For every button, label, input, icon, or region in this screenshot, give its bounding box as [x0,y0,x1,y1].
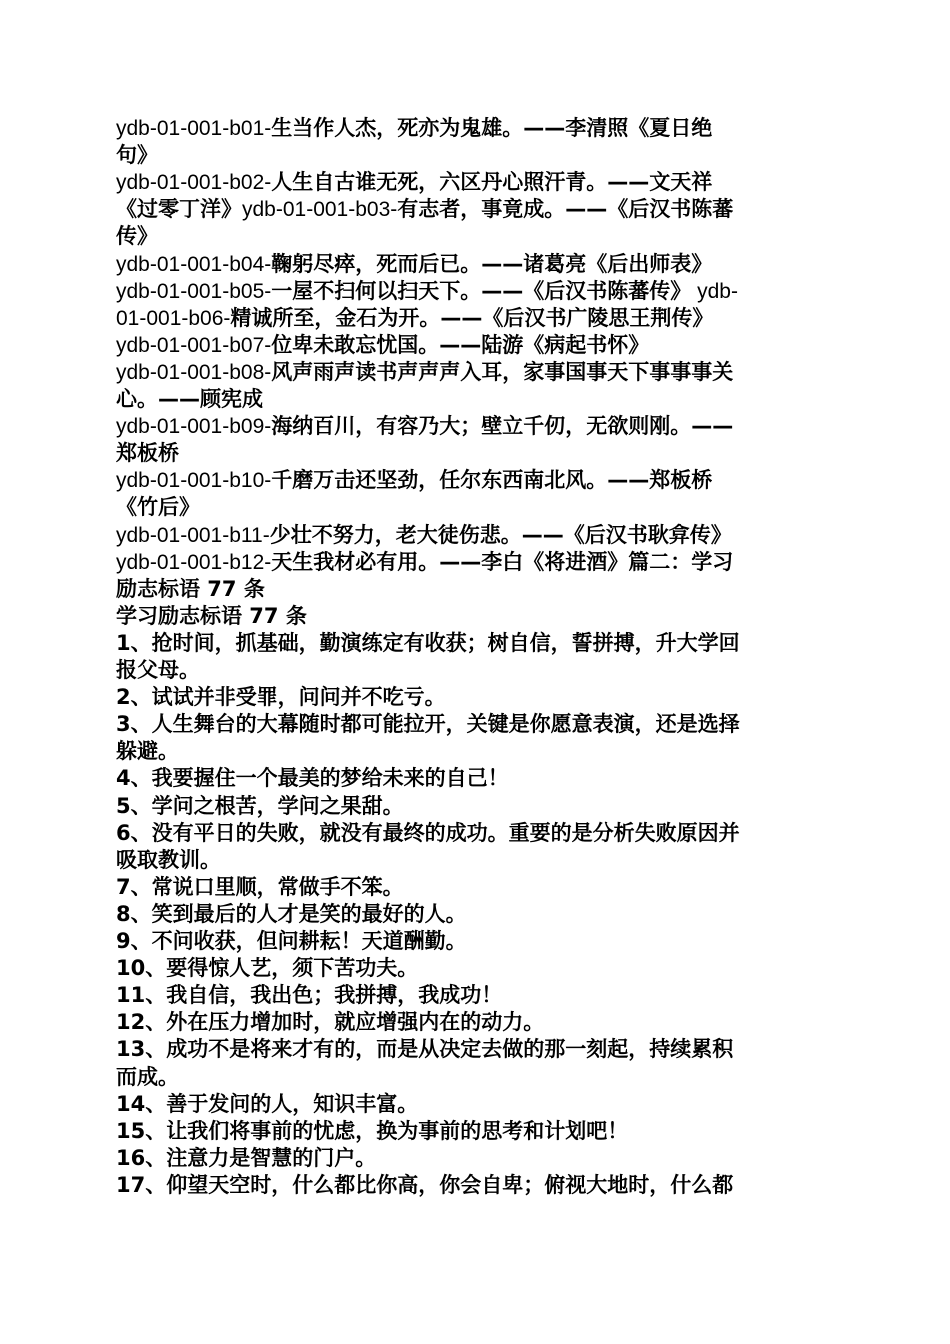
line-text: 《过零丁洋》 [116,197,242,222]
text-line [116,1064,836,1090]
text-line [116,793,836,819]
text-line [116,1036,836,1062]
text-line [116,982,836,1008]
line-text: 16、注意力是智慧的门户。 [116,1145,377,1170]
item-code: ydb-01-001-b08- [116,360,272,384]
text-line [116,386,836,412]
item-code: 01-001-b06- [116,306,231,330]
item-code: ydb-01-001-b02- [116,171,272,195]
text-line [116,522,836,548]
line-text: 吸取教训。 [116,847,221,872]
item-code: ydb-01-001-b10- [116,469,272,493]
text-line [116,1009,836,1035]
item-code: ydb-01-001-b11- [116,523,270,547]
text-line [116,1118,836,1144]
line-text: 传》 [116,224,158,249]
line-text: 鞠躬尽瘁，死而后已。——诸葛亮《后出师表》 [271,251,713,276]
line-text: 7、常说口里顺，常做手不笨。 [116,874,404,899]
text-line [116,847,836,873]
text-line [116,305,836,331]
text-line [116,1172,836,1198]
line-text: 13、成功不是将来才有的，而是从决定去做的那一刻起，持续累积 [116,1037,734,1062]
item-code: ydb-01-001-b07- [116,333,272,357]
line-text: 少壮不努力，老大徒伤悲。——《后汉书耿弇传》 [269,522,732,547]
text-line [116,467,836,493]
text-line [116,359,836,385]
text-line [116,142,836,168]
text-line [116,1091,836,1117]
line-text: 郑板桥 [116,441,179,466]
text-line [116,169,836,195]
line-text: 2、试试并非受罪，问问并不吃亏。 [116,685,446,710]
text-line [116,820,836,846]
line-text: 生当作人杰，死亦为鬼雄。——李清照《夏日绝 [271,116,713,140]
line-text: 《竹后》 [116,495,200,520]
line-text: 位卑未敢忘忧国。——陆游《病起书怀》 [271,332,650,357]
text-line [116,332,836,358]
line-text: 风声雨声读书声声声入耳，家事国事天下事事事关 [271,359,734,384]
line-text: 句》 [116,143,158,168]
line-text: 8、笑到最后的人才是笑的最好的人。 [116,901,467,926]
line-text: 而成。 [116,1064,179,1089]
item-code: ydb-01-001-b09- [116,415,272,439]
text-line [116,928,836,954]
text-line [116,440,836,466]
line-text: 10、要得惊人艺，须下苦功夫。 [116,956,419,981]
text-line [116,115,836,141]
line-text: 海纳百川，有容乃大；壁立千仞，无欲则刚。—— [271,414,734,439]
line-text: 一屋不扫何以扫天下。——《后汉书陈蕃传》 [271,278,692,303]
line-text: 3、人生舞台的大幕随时都可能拉开，关键是你愿意表演，还是选择 [116,712,740,737]
text-line [116,1145,836,1171]
line-text: 精诚所至，金石为开。——《后汉书广陵思王荆传》 [230,305,714,330]
text-line [116,251,836,277]
line-text: 5、学问之根苦，学问之果甜。 [116,793,404,818]
text-line [116,955,836,981]
line-text: 励志标语 77 条 [116,576,265,601]
line-text: 报父母。 [116,658,200,682]
text-line [116,711,836,737]
item-code: ydb-01-001-b12- [116,550,272,574]
line-text: 15、让我们将事前的忧虑，换为事前的思考和计划吧！ [116,1118,629,1143]
line-text: 12、外在压力增加时，就应增强内在的动力。 [116,1010,545,1035]
line-text: 有志者，事竟成。——《后汉书陈蕃 [397,197,734,222]
line-text: 天生我材必有用。——李白《将进酒》篇二：学习 [271,549,734,574]
line-text: 9、不问收获，但问耕耘！天道酬勤。 [116,929,467,953]
text-line [116,278,836,304]
item-code: ydb-01-001-b05- [116,279,272,303]
text-line [116,549,836,575]
line-text: 躲避。 [116,739,179,764]
text-line [116,684,836,710]
text-line [116,765,836,791]
text-line [116,223,836,249]
text-line [116,413,836,439]
text-line [116,576,836,602]
text-line [116,874,836,900]
item-code: ydb-01-001-b04- [116,252,272,276]
text-line [116,494,836,520]
item-code: ydb- [691,279,738,303]
text-line [116,630,836,656]
line-text: 11、我自信，我出色；我拼搏，我成功！ [116,983,503,1008]
text-line [116,196,836,222]
text-line [116,603,836,629]
text-line [116,657,836,683]
line-text: 心。——顾宪成 [116,387,263,411]
line-text: 14、善于发问的人，知识丰富。 [116,1091,419,1116]
item-code: ydb-01-001-b01- [116,117,272,140]
line-text: 1、抢时间，抓基础，勤演练定有收获；树自信，誓拼搏，升大学回 [116,630,740,655]
text-line [116,901,836,927]
line-text: 17、仰望天空时，什么都比你高，你会自卑；俯视大地时，什么都 [116,1172,734,1197]
line-text: 6、没有平日的失败，就没有最终的成功。重要的是分析失败原因并 [116,820,740,845]
line-text: 4、我要握住一个最美的梦给未来的自己！ [116,766,509,791]
text-line [116,738,836,764]
line-text: 人生自古谁无死，六区丹心照汗青。——文天祥 [271,170,713,195]
line-text: 学习励志标语 77 条 [116,603,307,628]
line-text: 千磨万击还坚劲，任尔东西南北风。——郑板桥 [271,468,713,493]
item-code: ydb-01-001-b03- [242,198,398,222]
